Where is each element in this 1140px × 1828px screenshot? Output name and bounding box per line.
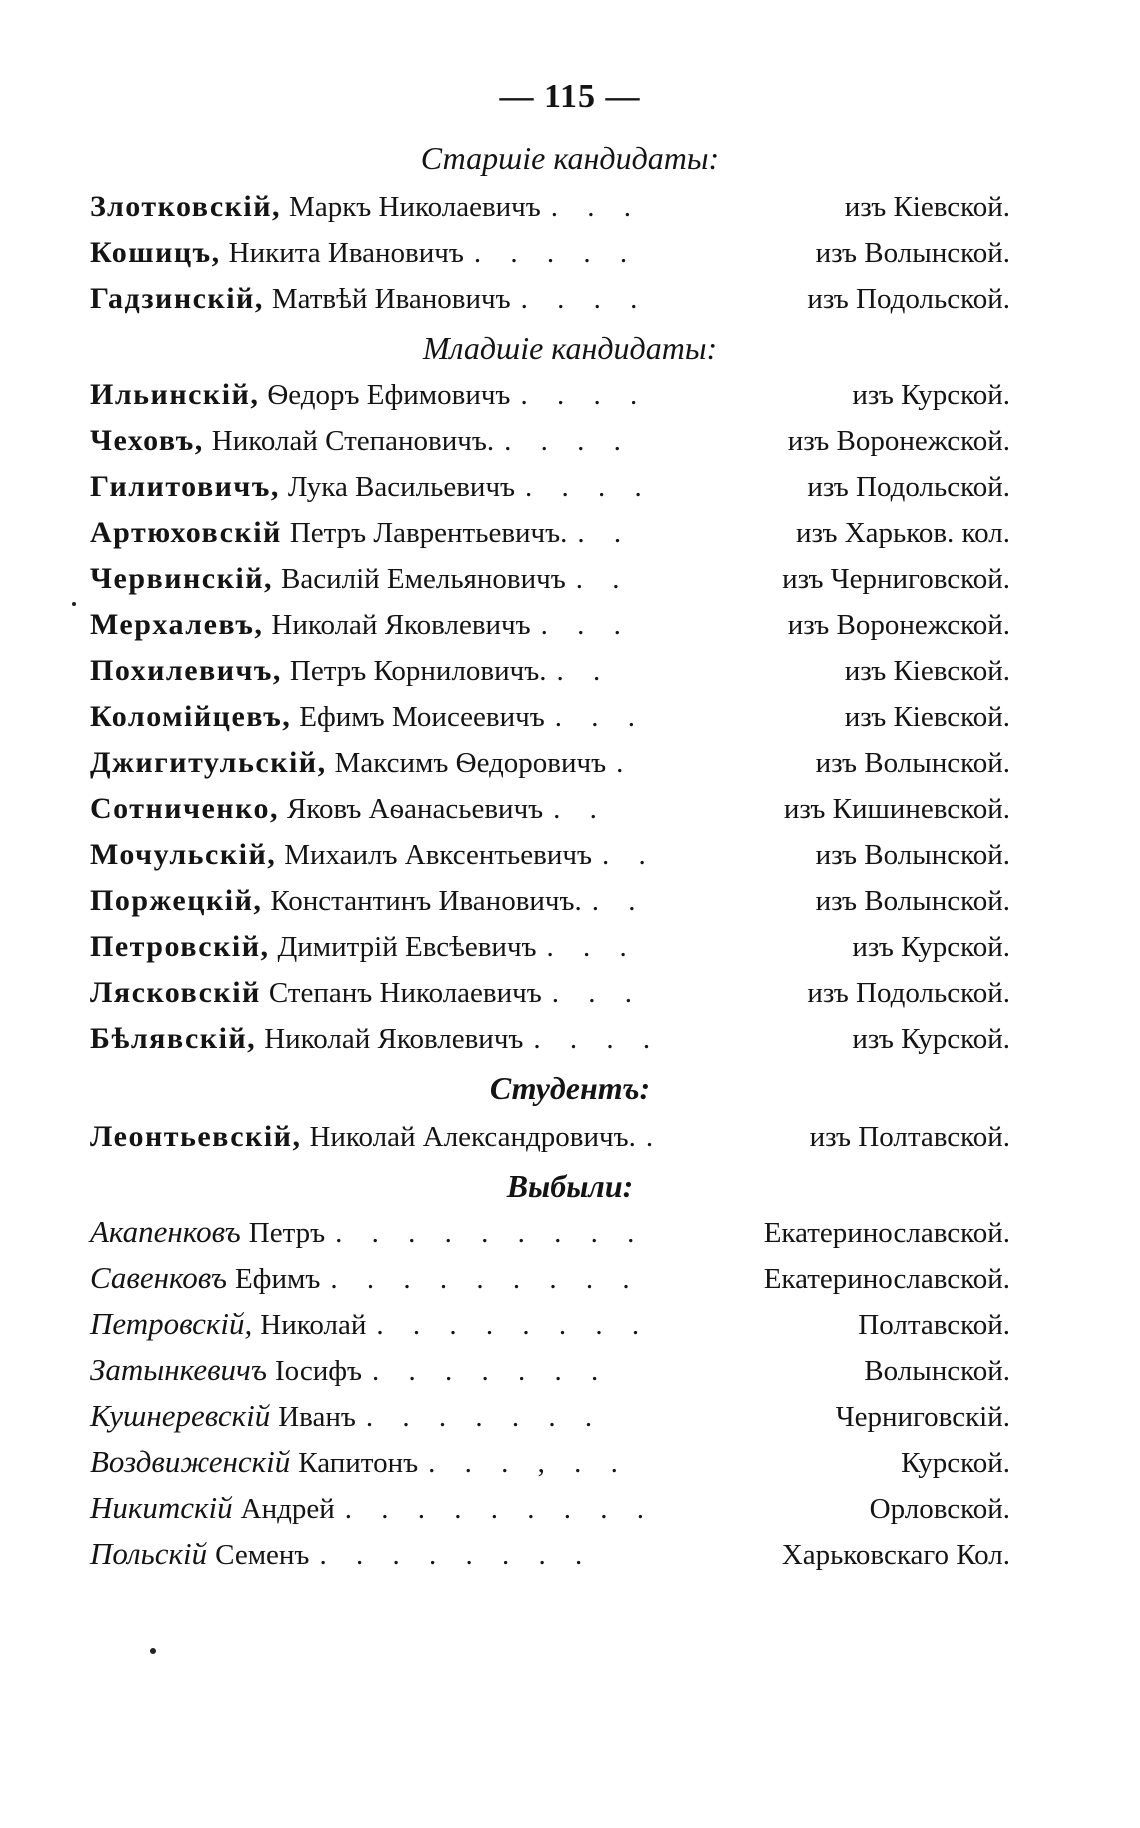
surname: Затынкевичъ (90, 1352, 267, 1387)
given-name: Константинъ Ивановичъ. (270, 885, 582, 917)
surname: Червинскій, (90, 562, 274, 595)
leader-dots: . . . . (520, 283, 649, 315)
given-name: Михаилъ Авксентьевичъ (284, 839, 592, 871)
leader-dots: . . . . . . . (372, 1355, 610, 1387)
list-item (90, 378, 1010, 418)
list-item (90, 562, 1010, 602)
leader-dots: . . (575, 563, 631, 595)
given-name: Маркъ Николаевичъ (289, 191, 541, 223)
surname: Бѣлявскій, (90, 1022, 257, 1055)
given-name: Максимъ Ѳедоровичъ (334, 747, 607, 779)
origin: Курской. (901, 1447, 1010, 1479)
given-name: Семенъ (215, 1539, 310, 1571)
leader-dots: . . (591, 885, 647, 917)
leader-dots: . . . . . . . (365, 1401, 604, 1433)
origin: изъ Волынской. (815, 839, 1010, 871)
leader-dots: . . . (550, 191, 642, 223)
surname: Петровскій, (90, 1306, 253, 1341)
list-item (90, 516, 1010, 556)
origin: Екатеринославской. (763, 1263, 1010, 1295)
surname: Акапенковъ (90, 1214, 241, 1249)
leader-dots: . . . . (504, 425, 632, 457)
given-name: Николай Яковлевичъ (271, 609, 531, 641)
heading-senior-candidates: Старшіе кандидаты: (420, 140, 720, 176)
origin: изъ Подольской. (807, 977, 1010, 1009)
surname: Мочульскій, (90, 838, 277, 871)
list-item (90, 1120, 1010, 1160)
given-name: Андрей (240, 1493, 335, 1525)
given-name: Петръ Корниловичъ. (289, 655, 547, 687)
list-item (90, 838, 1010, 878)
origin: изъ Подольской. (807, 471, 1010, 503)
given-name: Матвѣй Ивановичъ (271, 283, 511, 315)
surname: Похилевичъ, (90, 654, 282, 687)
leader-dots: . . (556, 655, 612, 687)
list-item (90, 1306, 1010, 1346)
origin: изъ Харьков. кол. (795, 517, 1010, 549)
list-item (90, 1352, 1010, 1392)
list-item (90, 1490, 1010, 1530)
given-name: Петръ (248, 1217, 326, 1249)
leader-dots: . . . , . . (428, 1447, 629, 1479)
list-item (90, 930, 1010, 970)
ink-speck (150, 1648, 156, 1654)
list-item (90, 700, 1010, 740)
given-name: Яковъ Аѳанасьевичъ (287, 793, 544, 825)
origin: изъ Волынской. (815, 747, 1010, 779)
origin: изъ Воронежской. (787, 425, 1010, 457)
leader-dots: . . . . . . . . (376, 1309, 651, 1341)
given-name: Николай Степановичъ. (211, 425, 495, 457)
list-item (90, 236, 1010, 276)
origin: изъ Курской. (852, 931, 1010, 963)
leader-dots: . . . (540, 609, 632, 641)
list-item (90, 282, 1010, 322)
surname: Петровскій, (90, 930, 270, 963)
origin: Полтавской. (858, 1309, 1010, 1341)
list-item (90, 424, 1010, 464)
list-item (90, 1536, 1010, 1576)
list-item (90, 470, 1010, 510)
heading-departed: Выбыли: (506, 1168, 634, 1204)
list-item (90, 746, 1010, 786)
origin: Екатеринославской. (763, 1217, 1010, 1249)
leader-dots: . . . (546, 931, 638, 963)
surname: Артюховскій (90, 516, 282, 549)
origin: изъ Кіевской. (844, 191, 1010, 223)
leader-dots: . (616, 747, 635, 779)
surname: Ильинскій, (90, 378, 260, 411)
given-name: Капитонъ (298, 1447, 419, 1479)
leader-dots: . . . . . . . . . (330, 1263, 641, 1295)
surname: Лясковскій (90, 976, 261, 1009)
origin: изъ Курской. (852, 1023, 1010, 1055)
leader-dots: . . (601, 839, 657, 871)
origin: изъ Черниговской. (782, 563, 1010, 595)
given-name: Николай Александровичъ. (309, 1121, 636, 1153)
list-item (90, 884, 1010, 924)
origin: Черниговскій. (835, 1401, 1010, 1433)
leader-dots: . . (577, 517, 633, 549)
list-item (90, 1398, 1010, 1438)
leader-dots: . . (553, 793, 608, 825)
surname: Кошицъ, (90, 236, 221, 269)
surname: Савенковъ (90, 1260, 227, 1295)
origin: изъ Курской. (852, 379, 1010, 411)
leader-dots: . . . . . . . . (319, 1539, 594, 1571)
list-item (90, 792, 1010, 832)
origin: изъ Полтавской. (809, 1121, 1010, 1153)
leader-dots: . . . . (520, 379, 649, 411)
surname: Коломійцевъ, (90, 700, 292, 733)
list-item (90, 1444, 1010, 1484)
surname: Мерхалевъ, (90, 608, 264, 641)
list-item (90, 1214, 1010, 1254)
origin: изъ Волынской. (815, 885, 1010, 917)
origin: Харьковскаго Кол. (781, 1539, 1010, 1571)
given-name: Никита Ивановичъ (228, 237, 464, 269)
given-name: Димитрій Евсѣевичъ (277, 931, 537, 963)
leader-dots: . . . . (525, 471, 653, 503)
origin: Орловской. (869, 1493, 1010, 1525)
page-number: — 115 — (499, 78, 641, 115)
surname: Польскій (90, 1536, 208, 1571)
surname: Сотниченко, (90, 792, 279, 825)
origin: изъ Подольской. (807, 283, 1010, 315)
heading-student: Студентъ: (489, 1070, 651, 1106)
given-name: Петръ Лаврентьевичъ. (289, 517, 568, 549)
ink-speck (72, 602, 76, 606)
surname: Гадзинскій, (90, 282, 264, 315)
surname: Воздвиженскій (90, 1444, 291, 1479)
list-item (90, 1260, 1010, 1300)
origin: Волынской. (864, 1355, 1010, 1387)
origin: изъ Кіевской. (844, 655, 1010, 687)
origin: изъ Воронежской. (787, 609, 1010, 641)
leader-dots: . . . . . (473, 237, 639, 269)
given-name: Степанъ Николаевичъ (268, 977, 542, 1009)
given-name: Иванъ (278, 1401, 356, 1433)
list-item (90, 976, 1010, 1016)
surname: Злотковскій, (90, 190, 282, 223)
origin: изъ Кіевской. (844, 701, 1010, 733)
given-name: Іосифъ (274, 1355, 362, 1387)
list-item (90, 608, 1010, 648)
leader-dots: . . . (551, 977, 643, 1009)
leader-dots: . . . . (533, 1023, 662, 1055)
surname: Поржецкій, (90, 884, 263, 917)
surname: Леонтьевскій, (90, 1120, 302, 1153)
given-name: Ефимъ (234, 1263, 321, 1295)
given-name: Николай Яковлевичъ (264, 1023, 524, 1055)
surname: Никитскій (90, 1490, 233, 1525)
given-name: Ефимъ Моисеевичъ (299, 701, 545, 733)
leader-dots: . (645, 1121, 665, 1153)
list-item (90, 654, 1010, 694)
surname: Джигитульскій, (90, 746, 327, 779)
surname: Чеховъ, (90, 424, 204, 457)
given-name: Лука Васильевичъ (287, 471, 516, 503)
list-item (90, 190, 1010, 230)
surname: Гилитовичъ, (90, 470, 280, 503)
given-name: Ѳедоръ Ефимовичъ (267, 379, 511, 411)
given-name: Николай (260, 1309, 367, 1341)
leader-dots: . . . . . . . . . (335, 1217, 646, 1249)
leader-dots: . . . (554, 701, 646, 733)
heading-junior-candidates: Младшіе кандидаты: (422, 330, 718, 366)
surname: Кушнеревскій (90, 1398, 271, 1433)
leader-dots: . . . . . . . . . (344, 1493, 656, 1525)
list-item (90, 1022, 1010, 1062)
origin: изъ Волынской. (815, 237, 1010, 269)
given-name: Василій Емельяновичъ (281, 563, 566, 595)
origin: изъ Кишиневской. (783, 793, 1010, 825)
